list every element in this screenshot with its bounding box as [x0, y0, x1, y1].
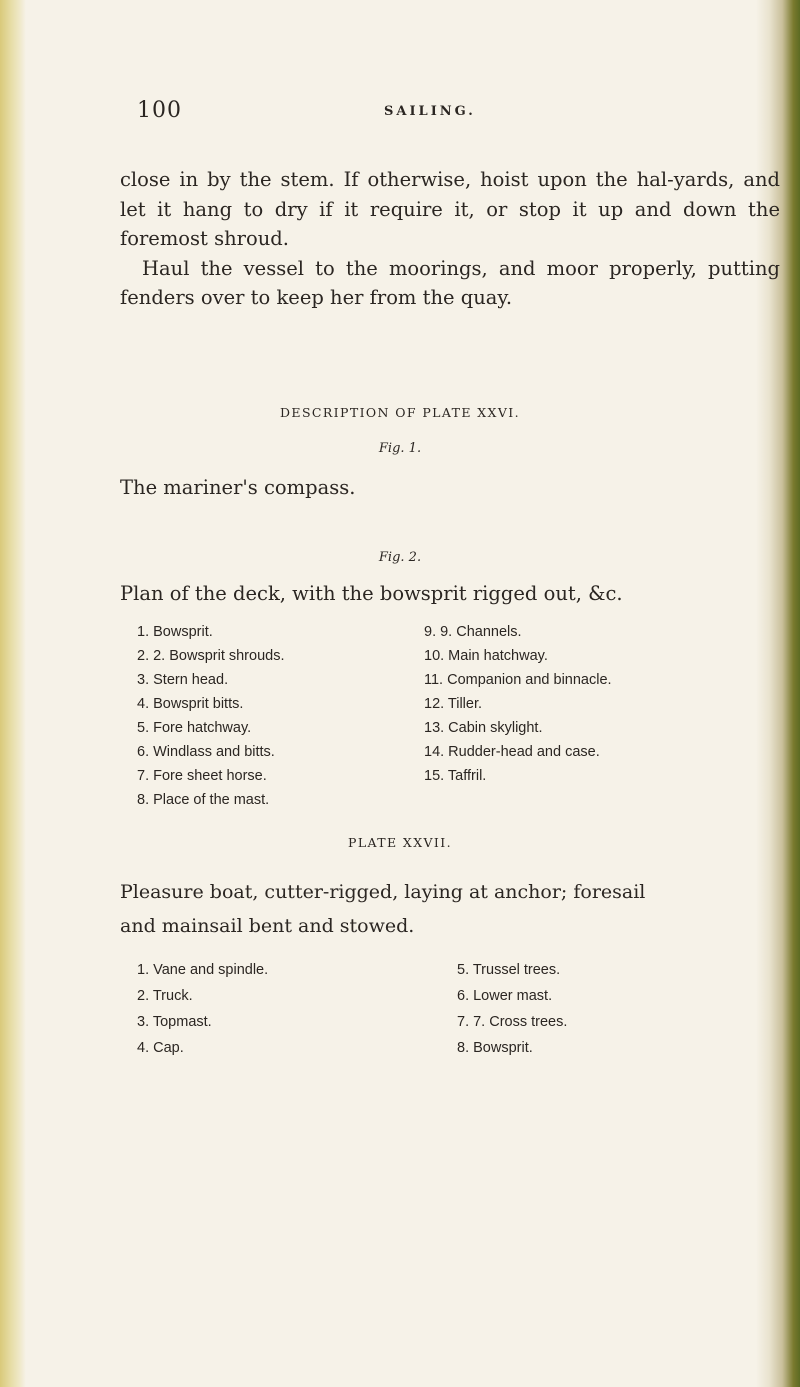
plate-27-key-right: [457, 957, 567, 1061]
list-item: 6. Windlass and bitts.: [137, 744, 275, 760]
list-item: 2. 2. Bowsprit shrouds.: [137, 648, 285, 664]
fig-1-caption: The mariner's compass.: [120, 476, 356, 499]
page-number: 100: [137, 98, 182, 123]
list-item: 5. Fore hatchway.: [137, 720, 252, 736]
list-item: 12. Tiller.: [424, 696, 483, 712]
list-item: 2. Truck.: [137, 988, 193, 1004]
plate-26-key-left: [137, 620, 285, 812]
list-item: 4. Bowsprit bitts.: [137, 696, 244, 712]
list-item: 7. 7. Cross trees.: [457, 1014, 568, 1030]
plate-27-key-left: [137, 957, 268, 1061]
list-item: 8. Bowsprit.: [457, 1040, 533, 1056]
page-header: [137, 98, 737, 128]
plate-26-heading: DESCRIPTION OF PLATE XXVI.: [280, 405, 520, 420]
mooring-paragraph: Haul the vessel to the moorings, and moor properly, putting fenders over to keep her from the quay.: [120, 256, 780, 309]
fig-1-label: Fig. 1.: [378, 441, 422, 456]
list-item: 3. Topmast.: [137, 1014, 212, 1030]
plate-27-caption-line-2: and mainsail bent and stowed.: [120, 915, 415, 937]
list-item: 15. Taffril.: [424, 768, 487, 784]
list-item: 1. Vane and spindle.: [137, 962, 269, 978]
body-text: [120, 165, 780, 313]
opening-paragraph: close in by the stem. If otherwise, hoist upon the hal-yards, and let it hang to dry if it require it, or stop it up and down the foremost shroud.: [120, 168, 780, 250]
list-item: 6. Lower mast.: [457, 988, 553, 1004]
list-item: 5. Trussel trees.: [457, 962, 561, 978]
list-item: 11. Companion and binnacle.: [424, 672, 612, 688]
fig-2-caption: Plan of the deck, with the bowsprit rigged out, &c.: [120, 582, 623, 605]
list-item: 3. Stern head.: [137, 672, 229, 688]
list-item: 7. Fore sheet horse.: [137, 768, 267, 784]
fig-2-label: Fig. 2.: [378, 550, 422, 565]
list-item: 14. Rudder-head and case.: [424, 744, 600, 760]
running-head: SAILING.: [384, 104, 476, 119]
plate-27-caption-line-1: Pleasure boat, cutter-rigged, laying at anchor; foresail: [120, 881, 646, 903]
plate-27-heading: PLATE XXVII.: [348, 835, 452, 850]
list-item: 13. Cabin skylight.: [424, 720, 543, 736]
list-item: 4. Cap.: [137, 1040, 184, 1056]
list-item: 9. 9. Channels.: [424, 624, 522, 640]
list-item: 10. Main hatchway.: [424, 648, 548, 664]
list-item: 8. Place of the mast.: [137, 792, 270, 808]
list-item: 1. Bowsprit.: [137, 624, 213, 640]
plate-26-key-right: [424, 620, 612, 788]
